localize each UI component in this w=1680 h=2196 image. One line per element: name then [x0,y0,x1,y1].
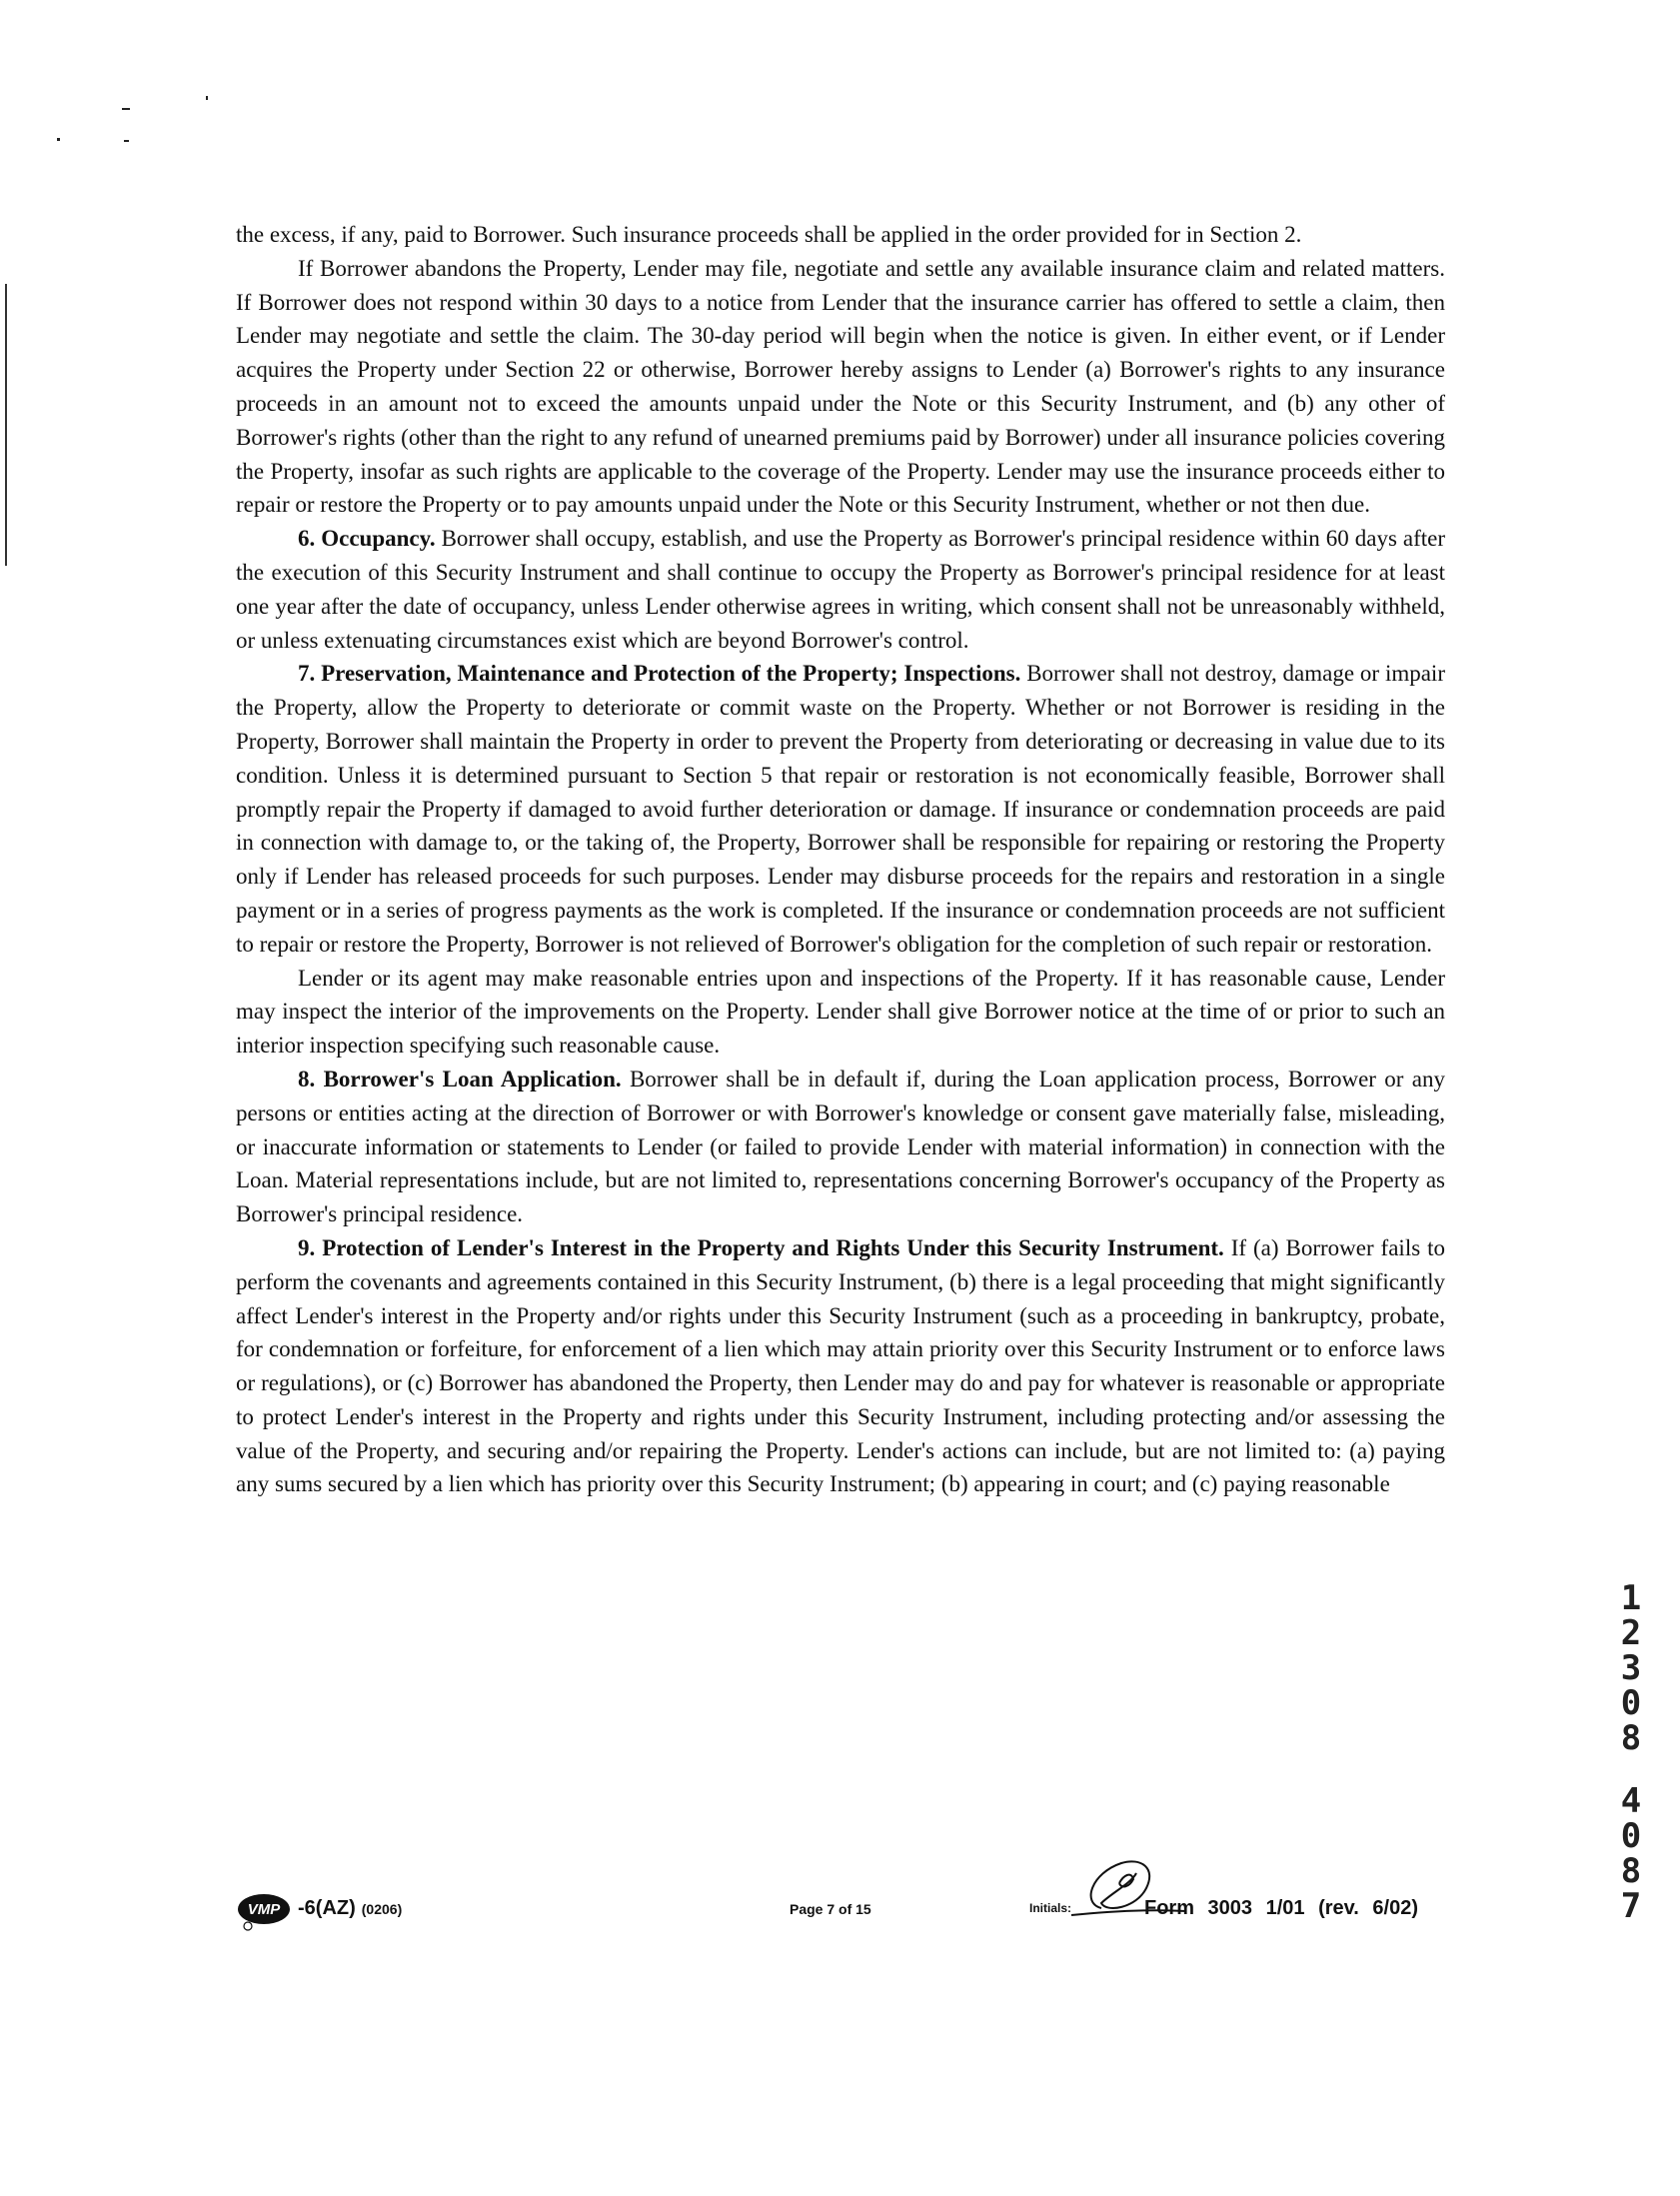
section-heading: 6. Occupancy. [298,526,436,552]
recording-digit: 3 [1620,1648,1642,1688]
document-body [236,218,1445,1501]
section-6-occupancy [236,522,1445,657]
recording-digit: 1 [1620,1578,1642,1618]
section-heading: 7. Preservation, Maintenance and Protection of the Property; Inspections. [298,661,1021,687]
scan-speck [57,138,60,141]
form-identifier: Form 3003 1/01 (rev. 6/02) [1144,1897,1418,1919]
form-code-revision: (0206) [361,1901,403,1917]
recording-digit: 4 [1620,1781,1642,1821]
section-7-preservation [236,657,1445,961]
recording-digit: 0 [1620,1683,1642,1723]
paragraph-p5 [236,962,1445,1063]
scan-speck [122,108,130,110]
page-number: Page 7 of 15 [790,1901,871,1917]
section-9-protection [236,1231,1445,1501]
vmp-logo [236,1891,296,1931]
form-code-text: -6(AZ) [298,1897,356,1919]
paragraph-text: If (a) Borrower fails to perform the covenants and agreements contained in this Security Instrument, (b) there is a legal proceeding that might significantly affect Lender's interest in the Property and/or rights under this Security Instrument (such as a proceeding in bankruptcy, probate, for condemnation or forfeiture, for enforcement of a lien which may attain priority over this Security Instrument or to enforce laws or regulations), or (c) Borrower has abandoned the Property, then Lender may do and pay for whatever is reasonable or appropriate to protect Lender's interest in the Property and rights under this Security Instrument, including protecting and/or assessing the value of the Property, and securing and/or repairing the Property. Lender's actions can include, but are not limited to: (a) paying any sums secured by a lien which has priority over this Security Instrument; (b) appearing in court; and (c) paying reasonable [236,1234,1445,1497]
scan-speck [206,96,208,100]
paragraph-text: Borrower shall occupy, establish, and use the Property as Borrower's principal residence within 60 days after the execution of this Security Instrument and shall continue to occupy the Property as Borrower's principal residence for at least one year after the date of occupancy, unless Lender otherwise agrees in writing, which consent shall not be unreasonably withheld, or unless extenuating circumstances exist which are beyond Borrower's control. [236,526,1446,653]
paragraph-text: the excess, if any, paid to Borrower. Such insurance proceeds shall be applied in the order provided for in Section 2. [236,222,1302,247]
paragraph-text: If Borrower abandons the Property, Lender may file, negotiate and settle any available insurance claim and related matters. If Borrower does not respond within 30 days to a notice from Lender that the insurance carrier has offered to settle a claim, then Lender may negotiate and settle the claim. The 30-day period will begin when the notice is given. In either event, or if Lender acquires the Property under Section 22 or otherwise, Borrower hereby assigns to Lender (a) Borrower's rights to any insurance proceeds in an amount not to exceed the amounts unpaid under the Note or this Security Instrument, and (b) any other of Borrower's rights (other than the right to any refund of unearned premiums paid by Borrower) under all insurance policies covering the Property, insofar as such rights are applicable to the coverage of the Property. Lender may use the insurance proceeds either to repair or restore the Property or to pay amounts unpaid under the Note or this Security Instrument, whether or not then due. [236,255,1445,518]
scan-edge-line [5,284,7,538]
recording-digit: 7 [1620,1886,1642,1926]
section-8-loan-application [236,1063,1445,1231]
paragraph-text: Borrower shall be in default if, during the Loan application process, Borrower or any persons or entities acting at the direction of Borrower or with Borrower's knowledge or consent gave materially false, misleading, or inaccurate information or statements to Lender (or failed to provide Lender with material information) in connection with the Loan. Material representations include, but are not limited to, representations concerning Borrower's occupancy of the Property as Borrower's principal residence. [236,1066,1445,1227]
page-footer [0,1883,1680,1953]
section-heading: 9. Protection of Lender's Interest in the Property and Rights Under this Security Instrument. [298,1234,1224,1260]
logo-text: VMP [247,1901,281,1918]
section-heading: 8. Borrower's Loan Application. [298,1066,622,1092]
paragraph-p1 [236,218,1445,252]
recording-digit: 8 [1620,1718,1642,1758]
scan-edge-line [5,538,7,566]
recording-number [1613,1578,1649,1926]
paragraph-p2 [236,252,1445,522]
form-code [298,1897,402,1920]
recording-digit: 0 [1620,1816,1642,1856]
paragraph-text: Lender or its agent may make reasonable entries upon and inspections of the Property. If it has reasonable cause, Lender may inspect the interior of the improvements on the Property. Lender shall give Borrower notice at the time of or prior to such an interior inspection specifying such reasonable cause. [236,965,1445,1059]
scan-speck [124,140,129,142]
initials-label: Initials: [1029,1901,1072,1915]
recording-digit: 2 [1620,1613,1642,1653]
recording-gap [1613,1756,1649,1784]
paragraph-text: Borrower shall not destroy, damage or impair the Property, allow the Property to deteriorate or commit waste on the Property. Whether or not Borrower is residing in the Property, Borrower shall maintain the Property in order to prevent the Property from deteriorating or decreasing in value due to its condition. Unless it is determined pursuant to Section 5 that repair or restoration is not economically feasible, Borrower shall promptly repair the Property if damaged to avoid further deterioration or damage. If insurance or condemnation proceeds are paid in connection with damage to, or the taking of, the Property, Borrower shall be responsible for repairing or restoring the Property only if Lender has released proceeds for such purposes. Lender may disburse proceeds for the repairs and restoration in a single payment or in a series of progress payments as the work is completed. If the insurance or condemnation proceeds are not sufficient to repair or restore the Property, Borrower is not relieved of Borrower's obligation for the completion of such repair or restoration. [236,661,1445,957]
recording-digit: 8 [1620,1851,1642,1891]
